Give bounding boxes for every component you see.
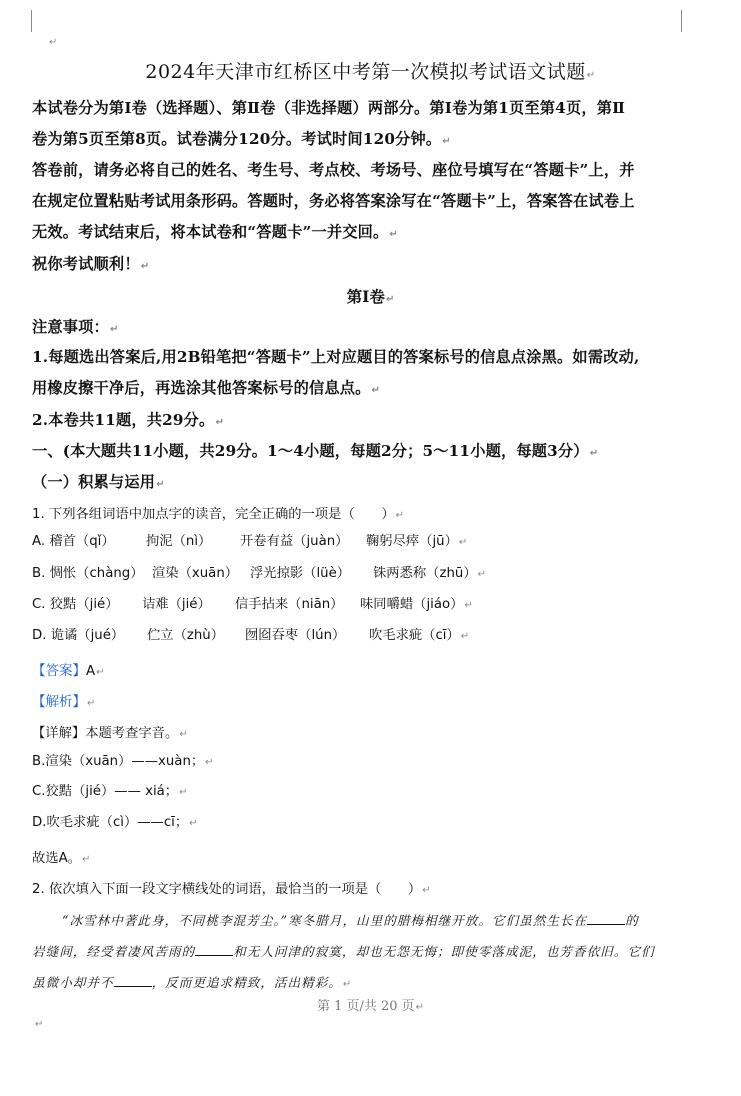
intro-line: 本试卷分为第Ⅰ卷（选择题）、第Ⅱ卷（非选择题）两部分。第Ⅰ卷为第1页至第4页，第Ⅱ — [32, 99, 626, 117]
option-a-item-2: 拘泥（nì） — [146, 534, 212, 549]
intro-line: 祝你考试顺利！↵ — [32, 255, 150, 273]
option-b-item-2: 渲染（xuān） — [152, 566, 239, 581]
answer-tag: 【答案】 — [32, 663, 86, 679]
paragraph-mark-icon: ↵ — [460, 631, 470, 642]
paragraph-mark-icon: ↵ — [395, 510, 405, 521]
paragraph-mark-icon: ↵ — [458, 537, 468, 548]
option-d-item-1: D. 诡谲（jué） — [32, 628, 125, 643]
detail-d: D.吹毛求疵（cì）——cī；↵ — [32, 815, 198, 830]
page-footer: 第 1 页/共 20 页↵ — [316, 999, 425, 1014]
notice-line: 用橡皮擦干净后，再选涂其他答案标号的信息点。↵ — [32, 379, 381, 397]
paragraph-mark-icon: ↵ — [389, 229, 398, 240]
paragraph-mark-icon: ↵ — [189, 818, 198, 829]
option-c-item-1: C. 狡黠（jié） — [32, 597, 119, 612]
option-c-item-4: 味同嚼蜡（jiáo）↵ — [360, 597, 473, 612]
option-a-item-1: A. 稽首（qǐ） — [32, 534, 115, 549]
crop-mark-right — [681, 10, 682, 32]
paragraph-mark-icon: ↵ — [205, 757, 214, 768]
analysis-tag: 【解析】 — [32, 694, 86, 710]
page-title: 2024年天津市红桥区中考第一次模拟考试语文试题↵ — [145, 61, 596, 83]
answer-value: A — [86, 664, 96, 679]
option-d-item-2: 伫立（zhù） — [147, 628, 225, 643]
paragraph-mark-icon: ↵ — [179, 729, 188, 740]
detail-c: C.狡黠（jié）—— xiá；↵ — [32, 784, 188, 799]
paragraph-mark-icon: ↵ — [156, 479, 165, 490]
notice-line: 2.本卷共11题，共29分。↵ — [32, 411, 225, 429]
paragraph-mark-icon: ↵ — [215, 417, 225, 428]
paragraph-mark-icon: ↵ — [385, 294, 395, 305]
intro-line: 无效。考试结束后，将本试卷和“答题卡”一并交回。↵ — [32, 223, 398, 241]
question-1-stem: 1. 下列各组词语中加点字的读音，完全正确的一项是（ ）↵ — [32, 507, 405, 522]
paragraph-mark-icon: ↵ — [140, 261, 150, 272]
section-heading: 一、(本大题共11小题，共29分。1～4小题，每题2分；5～11小题，每题3分）↵ — [32, 442, 599, 460]
paragraph-mark-icon: ↵ — [415, 1002, 425, 1013]
answer-line — [32, 659, 105, 679]
subsection-heading: （一）积累与运用↵ — [32, 473, 165, 491]
option-c-item-2: 诘难（jié） — [142, 597, 211, 612]
paragraph-mark-icon: ↵ — [589, 448, 599, 459]
intro-line: 卷为第5页至第8页。试卷满分120分。考试时间120分钟。↵ — [32, 130, 451, 148]
passage-line: 虽微小却并不 ，反而更追求精致，活出精彩。↵ — [32, 975, 353, 990]
option-c-item-3: 信手拈来（niān） — [235, 597, 344, 612]
option-b-item-4: 铢两悉称（zhū）↵ — [373, 566, 487, 581]
intro-line: 答卷前，请务必将自己的姓名、考生号、考点校、考场号、座位号填写在“答题卡”上，并 — [32, 161, 635, 179]
fill-blank-1 — [587, 914, 625, 925]
paragraph-mark-icon: ↵ — [477, 569, 487, 580]
paragraph-mark-icon: ↵ — [82, 854, 91, 865]
option-a-item-3: 开卷有益（juàn） — [240, 534, 349, 549]
paragraph-mark-icon: ↵ — [96, 667, 105, 678]
paragraph-mark-icon: ↵ — [87, 698, 96, 709]
conclusion-line: 故选A。↵ — [32, 851, 91, 866]
paragraph-mark-icon: ↵ — [371, 385, 381, 396]
paragraph-mark-icon: ↵ — [179, 787, 188, 798]
option-a-item-4: 鞠躬尽瘁（jū）↵ — [366, 534, 468, 549]
option-b-item-1: B. 惆怅（chàng） — [32, 566, 144, 581]
notice-heading: 注意事项：↵ — [32, 318, 119, 336]
paragraph-mark-icon: ↵ — [35, 1019, 44, 1030]
paragraph-mark-icon: ↵ — [109, 324, 119, 335]
paragraph-mark-icon: ↵ — [464, 600, 473, 611]
option-d-item-3: 囫囵吞枣（lún） — [245, 628, 346, 643]
notice-line: 1.每题选出答案后,用2B铅笔把“答题卡”上对应题目的答案标号的信息点涂黑。如需改动, — [32, 348, 640, 366]
paragraph-mark-icon: ↵ — [422, 885, 431, 896]
analysis-line — [32, 690, 95, 710]
detail-line: 【详解】本题考查字音。↵ — [32, 726, 188, 741]
intro-line: 在规定位置粘贴考试用条形码。答题时，务必将答案涂写在“答题卡”上，答案答在试卷上 — [32, 192, 635, 210]
paragraph-mark-icon: ↵ — [342, 979, 353, 990]
paragraph-mark-icon: ↵ — [442, 136, 451, 147]
fill-blank-3 — [114, 976, 152, 987]
paragraph-mark-icon: ↵ — [49, 37, 58, 48]
passage-line: 岩缝间，经受着凄风苦雨的 和无人问津的寂寞，却也无怨无悔；即使零落成泥，也芳香依旧。它们 — [32, 944, 655, 959]
fill-blank-2 — [195, 945, 233, 956]
crop-mark-left — [31, 10, 32, 32]
detail-b: B.渲染（xuān）——xuàn；↵ — [32, 754, 214, 769]
option-d-item-4: 吹毛求疵（cī）↵ — [369, 628, 470, 643]
option-b-item-3: 浮光掠影（lüè） — [250, 566, 351, 581]
volume-heading: 第Ⅰ卷↵ — [346, 287, 395, 306]
question-2-stem: 2. 依次填入下面一段文字横线处的词语，最恰当的一项是（ ）↵ — [32, 882, 431, 897]
passage-line: “冰雪林中著此身，不同桃李混芳尘。”寒冬腊月，山里的腊梅相继开放。它们虽然生长在 的 — [62, 913, 639, 928]
paragraph-mark-icon: ↵ — [586, 70, 596, 81]
